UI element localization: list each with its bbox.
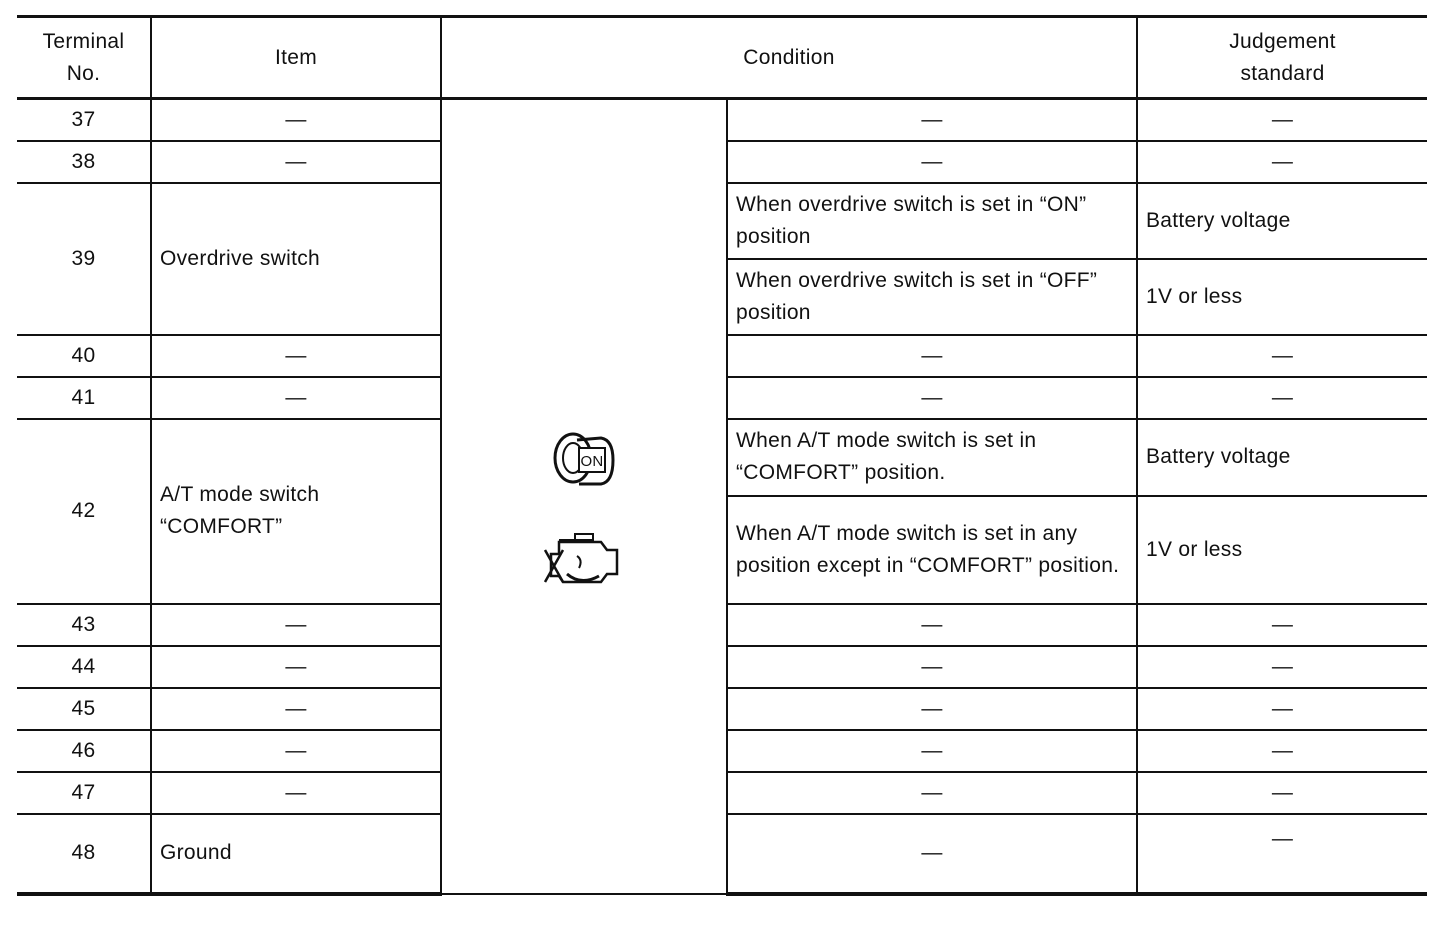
judgement-cell: 1V or less xyxy=(1137,496,1427,604)
svg-text:ON: ON xyxy=(580,453,604,470)
item-cell: Overdrive switch xyxy=(151,183,441,335)
judgement-cell: Battery voltage xyxy=(1137,419,1427,496)
item-cell: — xyxy=(151,141,441,183)
header-row xyxy=(17,17,1427,99)
condition-cell: — xyxy=(727,377,1137,419)
judgement-cell: — xyxy=(1137,646,1427,688)
judgement-cell: — xyxy=(1137,688,1427,730)
condition-cell: When overdrive switch is set in “OFF” position xyxy=(727,259,1137,335)
judgement-cell: — xyxy=(1137,141,1427,183)
item-cell: — xyxy=(151,604,441,646)
condition-cell: — xyxy=(727,99,1137,141)
condition-cell: — xyxy=(727,604,1137,646)
terminal-no: 37 xyxy=(17,99,151,141)
judgement-cell: — xyxy=(1137,99,1427,141)
terminal-no: 46 xyxy=(17,730,151,772)
item-cell: A/T mode switch “COMFORT” xyxy=(151,419,441,604)
table-row xyxy=(17,99,1427,141)
header-judgement: Judgement standard xyxy=(1137,17,1427,99)
judgement-cell: — xyxy=(1137,730,1427,772)
header-condition: Condition xyxy=(441,17,1137,99)
item-cell: — xyxy=(151,335,441,377)
terminal-no: 44 xyxy=(17,646,151,688)
item-cell: — xyxy=(151,772,441,814)
condition-cell: When overdrive switch is set in “ON” position xyxy=(727,183,1137,259)
terminal-no: 47 xyxy=(17,772,151,814)
terminal-no: 42 xyxy=(17,419,151,604)
item-cell: — xyxy=(151,646,441,688)
item-cell: — xyxy=(151,99,441,141)
terminal-no: 45 xyxy=(17,688,151,730)
engine-stopped-icon xyxy=(541,526,627,598)
ignition-on-icon xyxy=(551,430,617,496)
terminal-no: 48 xyxy=(17,814,151,894)
judgement-cell: 1V or less xyxy=(1137,259,1427,335)
judgement-cell: — xyxy=(1137,335,1427,377)
terminal-no: 41 xyxy=(17,377,151,419)
condition-cell: When A/T mode switch is set in “COMFORT” position. xyxy=(727,419,1137,496)
condition-cell: — xyxy=(727,646,1137,688)
judgement-cell: — xyxy=(1137,772,1427,814)
item-cell: — xyxy=(151,730,441,772)
judgement-cell: Battery voltage xyxy=(1137,183,1427,259)
condition-cell: — xyxy=(727,730,1137,772)
terminal-no: 39 xyxy=(17,183,151,335)
judgement-cell: — xyxy=(1137,814,1427,894)
item-cell: — xyxy=(151,377,441,419)
condition-cell: — xyxy=(727,772,1137,814)
condition-cell: — xyxy=(727,814,1137,894)
terminal-no: 40 xyxy=(17,335,151,377)
terminal-no: 43 xyxy=(17,604,151,646)
condition-cell: — xyxy=(727,335,1137,377)
condition-cell: — xyxy=(727,141,1137,183)
item-cell: — xyxy=(151,688,441,730)
item-cell: Ground xyxy=(151,814,441,894)
judgement-cell: — xyxy=(1137,604,1427,646)
header-terminal: Terminal No. xyxy=(17,17,151,99)
condition-cell: When A/T mode switch is set in any position except in “COMFORT” position. xyxy=(727,496,1137,604)
terminal-no: 38 xyxy=(17,141,151,183)
condition-icon-cell xyxy=(441,99,727,894)
terminal-table xyxy=(17,15,1427,896)
judgement-cell: — xyxy=(1137,377,1427,419)
header-item: Item xyxy=(151,17,441,99)
condition-cell: — xyxy=(727,688,1137,730)
